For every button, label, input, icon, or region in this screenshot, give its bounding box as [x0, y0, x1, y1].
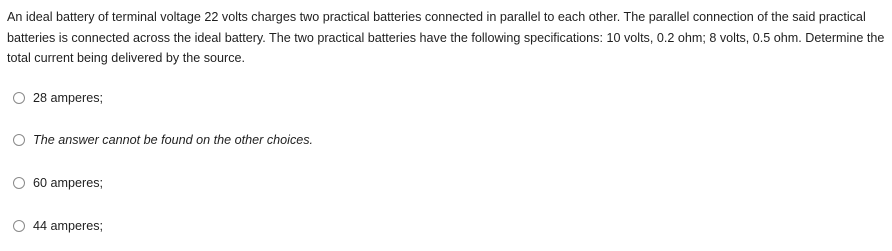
answer-option-label[interactable]: 44 amperes;: [33, 219, 104, 233]
answer-option[interactable]: [13, 217, 103, 235]
question-text: An ideal battery of terminal voltage 22 volts charges two practical batteries connected in parallel to each other. The parallel connection of the said practical batteries is connected across the ideal battery. The two practical batteries have the following specifications: 10 volts, 0.2 ohm; 8 volts, 0.5 ohm. Determine the total current being delivered by the source.: [7, 10, 885, 65]
radio-button[interactable]: [13, 92, 25, 104]
answer-option[interactable]: [13, 131, 313, 149]
radio-button[interactable]: [13, 220, 25, 232]
answer-option[interactable]: [13, 174, 103, 192]
answer-option-label[interactable]: 28 amperes;: [33, 91, 104, 105]
radio-button[interactable]: [13, 134, 25, 146]
radio-button[interactable]: [13, 177, 25, 189]
answer-option-label[interactable]: 60 amperes;: [33, 176, 104, 190]
answer-option[interactable]: [13, 89, 103, 107]
answer-option-label[interactable]: The answer cannot be found on the other choices.: [33, 133, 314, 147]
